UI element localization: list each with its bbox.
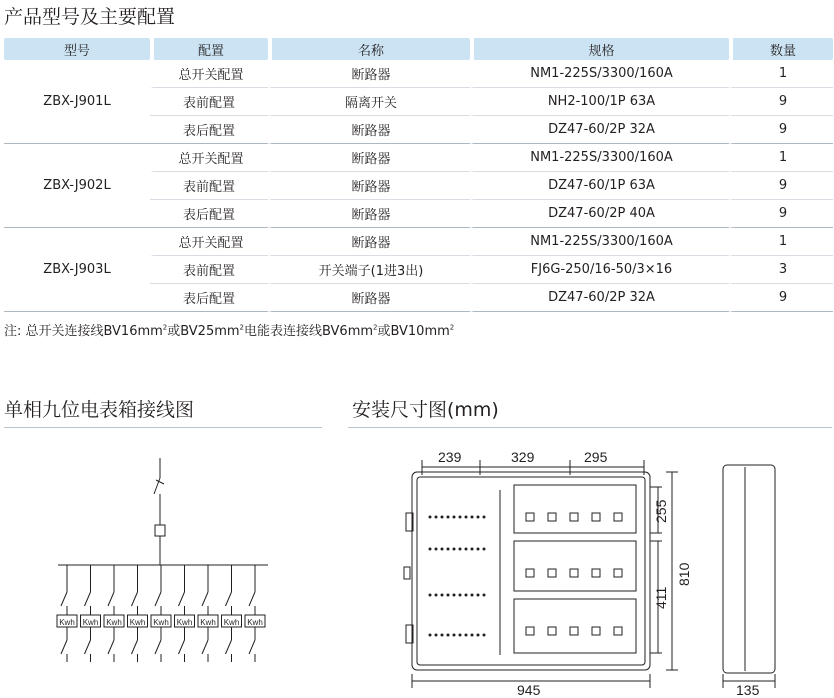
dim-side-depth: 135 <box>736 682 760 698</box>
wiring-title-rule <box>4 427 322 428</box>
meter-label: Kwh <box>82 618 99 627</box>
spec-cell: NM1-225S/3300/160A <box>470 60 729 88</box>
name-cell: 隔离开关 <box>268 88 470 116</box>
note-sup-1: 2 <box>162 323 168 332</box>
branch-circuit <box>104 565 124 662</box>
spec-cell: NM1-225S/3300/160A <box>470 228 729 256</box>
name-cell: 断路器 <box>268 60 470 88</box>
branch-circuit <box>222 565 242 662</box>
branch-circuit <box>245 565 265 662</box>
config-cell: 表后配置 <box>150 200 268 228</box>
config-cell: 表前配置 <box>150 172 268 200</box>
branch-circuits <box>57 565 265 662</box>
table-row <box>4 144 833 172</box>
table-row <box>4 228 833 256</box>
branch-circuit <box>198 565 218 662</box>
config-cell: 表后配置 <box>150 284 268 312</box>
header-spec: 规格 <box>470 38 729 60</box>
name-cell: 断路器 <box>268 144 470 172</box>
table-header-row <box>4 38 833 60</box>
name-cell: 断路器 <box>268 284 470 312</box>
header-name: 名称 <box>268 38 470 60</box>
qty-cell: 1 <box>729 228 833 256</box>
table-row <box>4 60 833 88</box>
qty-cell: 1 <box>729 60 833 88</box>
dim-top-left: 239 <box>438 449 462 465</box>
meter-label: Kwh <box>176 618 193 627</box>
note-sup-4: 2 <box>449 323 455 332</box>
model-cell: ZBX-J903L <box>4 228 150 312</box>
dimension-drawing <box>400 445 834 698</box>
qty-cell: 9 <box>729 172 833 200</box>
qty-cell: 9 <box>729 116 833 144</box>
branch-circuit <box>81 565 101 662</box>
config-cell: 总开关配置 <box>150 228 268 256</box>
meter-label: Kwh <box>153 618 169 627</box>
dim-top-mid: 329 <box>511 449 535 465</box>
wiring-note <box>4 320 454 339</box>
config-cell: 表前配置 <box>150 88 268 116</box>
spec-cell: DZ47-60/2P 32A <box>470 116 729 144</box>
branch-circuit <box>175 565 195 662</box>
branch-circuit <box>151 565 171 662</box>
meter-label: Kwh <box>247 618 263 627</box>
meter-label: Kwh <box>59 618 75 627</box>
wiring-section-title: 单相九位电表箱接线图 <box>4 399 195 421</box>
name-cell: 断路器 <box>268 172 470 200</box>
dim-bottom-width: 945 <box>517 682 541 698</box>
spec-table <box>4 38 833 312</box>
spec-cell: DZ47-60/2P 40A <box>470 200 729 228</box>
qty-cell: 1 <box>729 144 833 172</box>
qty-cell: 9 <box>729 284 833 312</box>
dimensions-section-title: 安装尺寸图(mm) <box>352 399 499 421</box>
header-config: 配置 <box>150 38 268 60</box>
dim-right-upper: 255 <box>653 499 669 523</box>
spec-cell: DZ47-60/1P 63A <box>470 172 729 200</box>
note-sup-3: 2 <box>373 323 378 332</box>
config-cell: 表前配置 <box>150 256 268 284</box>
note-part-3: 电能表连接线BV6mm <box>244 324 374 339</box>
meter-label: Kwh <box>223 618 240 627</box>
name-cell: 断路器 <box>268 116 470 144</box>
name-cell: 断路器 <box>268 228 470 256</box>
spec-cell: FJ6G-250/16-50/3×16 <box>470 256 729 284</box>
meter-label: Kwh <box>200 618 216 627</box>
spec-cell: NH2-100/1P 63A <box>470 88 729 116</box>
qty-cell: 9 <box>729 200 833 228</box>
name-cell: 断路器 <box>268 200 470 228</box>
config-cell: 总开关配置 <box>150 144 268 172</box>
note-part-1: 注: 总开关连接线BV16mm <box>4 324 163 339</box>
branch-circuit <box>57 565 77 662</box>
spec-cell: DZ47-60/2P 32A <box>470 284 729 312</box>
meter-label: Kwh <box>106 618 122 627</box>
note-part-2: 或BV25mm <box>167 324 240 339</box>
config-cell: 表后配置 <box>150 116 268 144</box>
dim-right-mid: 411 <box>653 586 669 609</box>
header-qty: 数量 <box>729 38 833 60</box>
spec-section-title: 产品型号及主要配置 <box>4 6 176 28</box>
config-cell: 总开关配置 <box>150 60 268 88</box>
qty-cell: 9 <box>729 88 833 116</box>
dim-top-right: 295 <box>584 449 608 465</box>
qty-cell: 3 <box>729 256 833 284</box>
spec-cell: NM1-225S/3300/160A <box>470 144 729 172</box>
dimensions-title-rule <box>348 427 832 428</box>
dim-right-total: 810 <box>676 562 692 586</box>
wiring-diagram <box>0 440 330 695</box>
model-cell: ZBX-J901L <box>4 60 150 144</box>
note-part-4: 或BV10mm <box>377 324 450 339</box>
header-model: 型号 <box>4 38 150 60</box>
branch-circuit <box>128 565 148 662</box>
model-cell: ZBX-J902L <box>4 144 150 228</box>
meter-label: Kwh <box>129 618 146 627</box>
note-sup-2: 2 <box>239 323 245 332</box>
name-cell: 开关端子(1进3出) <box>268 256 470 284</box>
